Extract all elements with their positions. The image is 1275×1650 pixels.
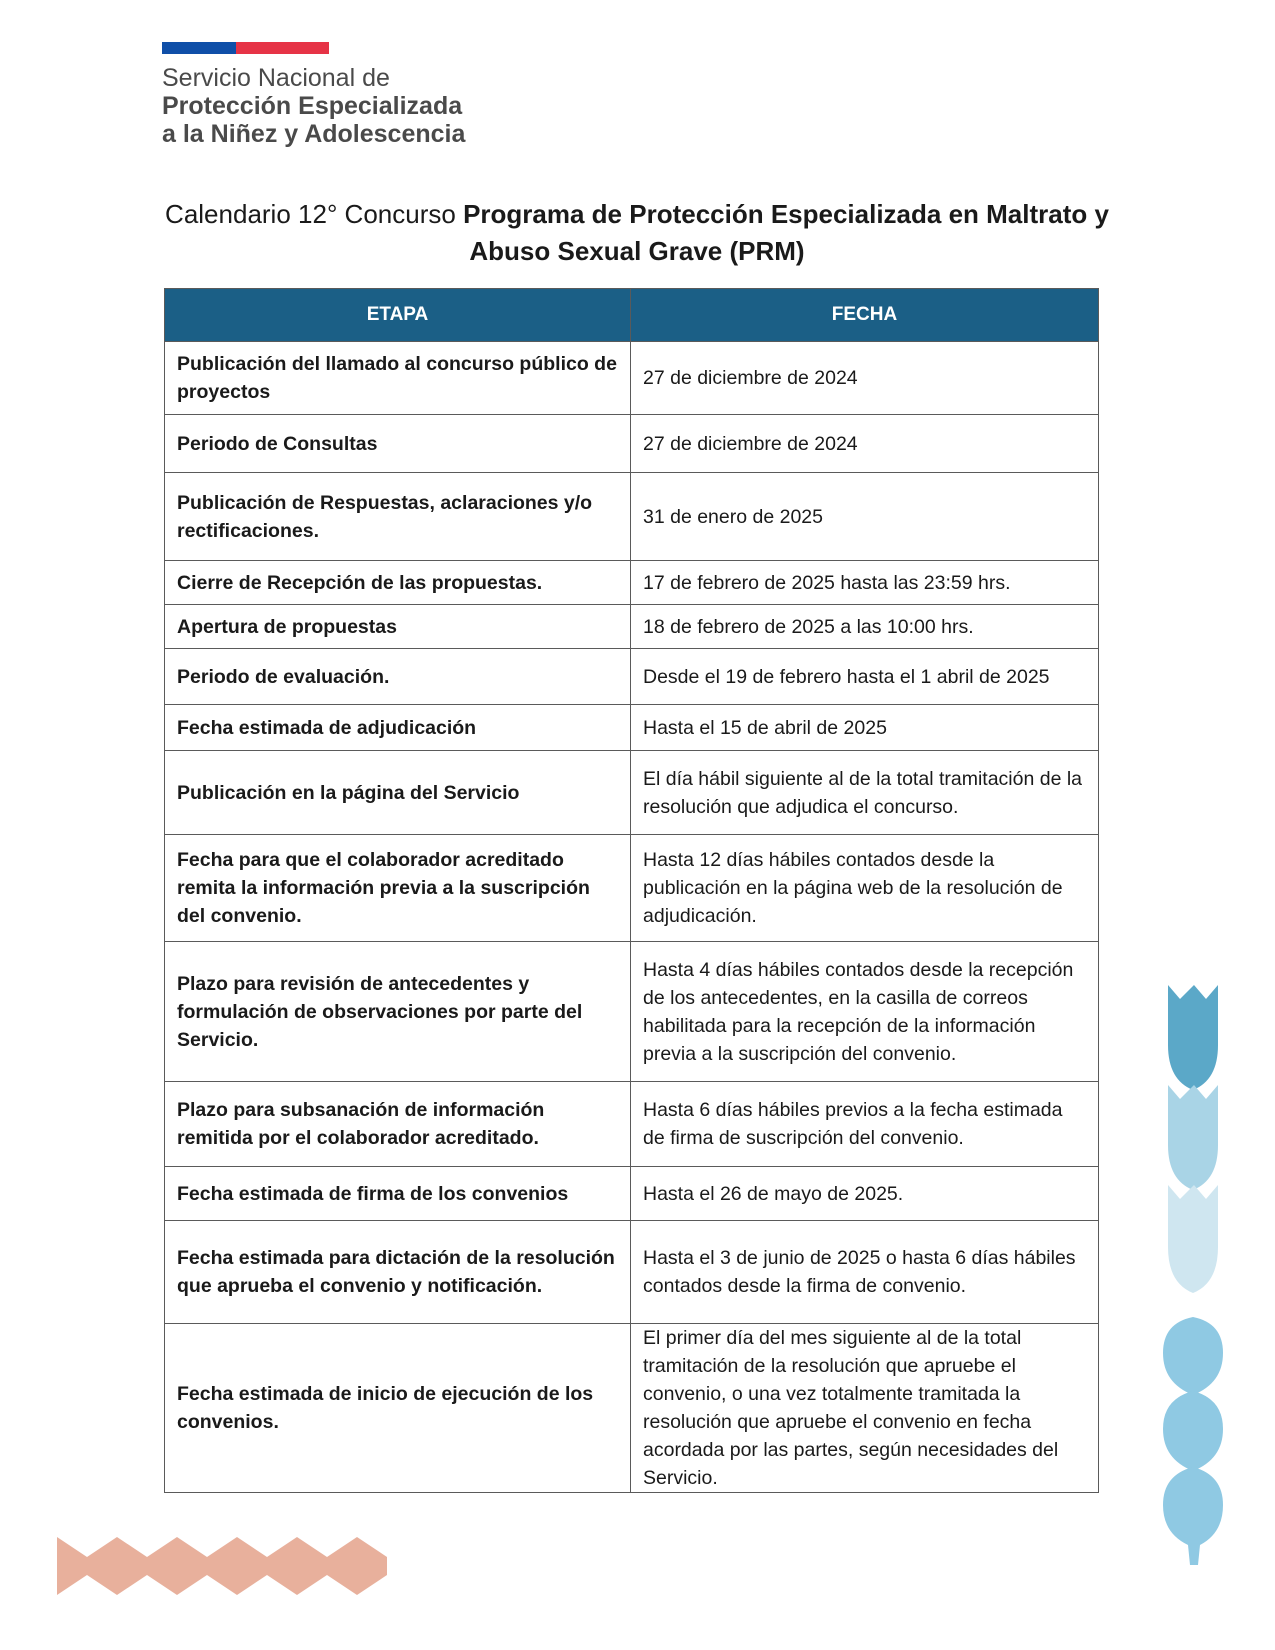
table-row <box>165 835 1099 942</box>
fecha-cell: Hasta 12 días hábiles contados desde la publicación en la página web de la resolución de adjudicación. <box>631 835 1099 942</box>
bead-shape-top <box>1163 1317 1223 1395</box>
table-row <box>165 561 1099 605</box>
etapa-cell: Publicación de Respuestas, aclaraciones y/o rectificaciones. <box>165 473 631 561</box>
fecha-cell: 18 de febrero de 2025 a las 10:00 hrs. <box>631 605 1099 649</box>
title-program-name: Programa de Protección Especializada en Maltrato y Abuso Sexual Grave (PRM) <box>463 199 1109 266</box>
decorative-tulip-column <box>1160 985 1230 1565</box>
fecha-cell: Desde el 19 de febrero hasta el 1 abril de 2025 <box>631 649 1099 705</box>
etapa-cell: Fecha estimada para dictación de la resolución que aprueba el convenio y notificación. <box>165 1221 631 1324</box>
bead-shape-bottom <box>1163 1467 1223 1565</box>
etapa-cell: Apertura de propuestas <box>165 605 631 649</box>
fecha-cell: El día hábil siguiente al de la total tramitación de la resolución que adjudica el concurso. <box>631 751 1099 835</box>
logo-line-2: Protección Especializada <box>162 92 463 120</box>
zigzag-shape <box>57 1537 387 1595</box>
table-row <box>165 342 1099 415</box>
table-row <box>165 649 1099 705</box>
calendar-table <box>164 288 1099 1493</box>
table-row <box>165 1082 1099 1167</box>
flag-red-stripe <box>236 42 329 54</box>
etapa-cell: Fecha estimada de adjudicación <box>165 705 631 751</box>
fecha-cell: El primer día del mes siguiente al de la total tramitación de la resolución que apruebe el convenio, o una vez totalmente tramitada la resolución que apruebe el convenio en fecha acordada por las partes, según necesidades del Servicio. <box>631 1324 1099 1493</box>
fecha-cell: Hasta 4 días hábiles contados desde la recepción de los antecedentes, en la casilla de correos habilitada para la recepción de la información previa a la suscripción del convenio. <box>631 942 1099 1082</box>
fecha-cell: 31 de enero de 2025 <box>631 473 1099 561</box>
fecha-cell: 17 de febrero de 2025 hasta las 23:59 hrs. <box>631 561 1099 605</box>
etapa-cell: Fecha estimada de inicio de ejecución de los convenios. <box>165 1324 631 1493</box>
table-row <box>165 1221 1099 1324</box>
etapa-cell: Periodo de evaluación. <box>165 649 631 705</box>
etapa-cell: Publicación del llamado al concurso público de proyectos <box>165 342 631 415</box>
fecha-cell: Hasta el 26 de mayo de 2025. <box>631 1167 1099 1221</box>
fecha-cell: Hasta el 3 de junio de 2025 o hasta 6 días hábiles contados desde la firma de convenio. <box>631 1221 1099 1324</box>
table-row <box>165 473 1099 561</box>
etapa-cell: Fecha para que el colaborador acreditado remita la información previa a la suscripción del convenio. <box>165 835 631 942</box>
fecha-cell: 27 de diciembre de 2024 <box>631 415 1099 473</box>
government-flag-bar <box>162 42 329 54</box>
table-row <box>165 605 1099 649</box>
title-prefix: Calendario 12° Concurso <box>165 199 464 229</box>
table-row <box>165 1167 1099 1221</box>
column-header-fecha: FECHA <box>631 289 1099 342</box>
document-title <box>162 196 1112 270</box>
fecha-cell: Hasta el 15 de abril de 2025 <box>631 705 1099 751</box>
tulip-shape-light <box>1168 1185 1218 1293</box>
flag-blue-stripe <box>162 42 236 54</box>
table-row <box>165 1324 1099 1493</box>
tulip-shape-dark <box>1168 985 1218 1090</box>
tulip-shape-medium <box>1168 1085 1218 1190</box>
fecha-cell: 27 de diciembre de 2024 <box>631 342 1099 415</box>
etapa-cell: Publicación en la página del Servicio <box>165 751 631 835</box>
etapa-cell: Periodo de Consultas <box>165 415 631 473</box>
etapa-cell: Cierre de Recepción de las propuestas. <box>165 561 631 605</box>
institution-logo <box>162 64 465 148</box>
etapa-cell: Plazo para revisión de antecedentes y formulación de observaciones por parte del Servicio. <box>165 942 631 1082</box>
table-row <box>165 942 1099 1082</box>
etapa-cell: Fecha estimada de firma de los convenios <box>165 1167 631 1221</box>
table-header-row <box>165 289 1099 342</box>
etapa-cell: Plazo para subsanación de información remitida por el colaborador acreditado. <box>165 1082 631 1167</box>
logo-line-1: Servicio Nacional de <box>162 64 390 92</box>
table-row <box>165 705 1099 751</box>
column-header-etapa: ETAPA <box>165 289 631 342</box>
table-row <box>165 415 1099 473</box>
decorative-zigzag-band <box>57 1527 395 1599</box>
fecha-cell: Hasta 6 días hábiles previos a la fecha estimada de firma de suscripción del convenio. <box>631 1082 1099 1167</box>
logo-line-3: a la Niñez y Adolescencia <box>162 120 466 148</box>
bead-shape-middle <box>1163 1391 1223 1471</box>
table-row <box>165 751 1099 835</box>
